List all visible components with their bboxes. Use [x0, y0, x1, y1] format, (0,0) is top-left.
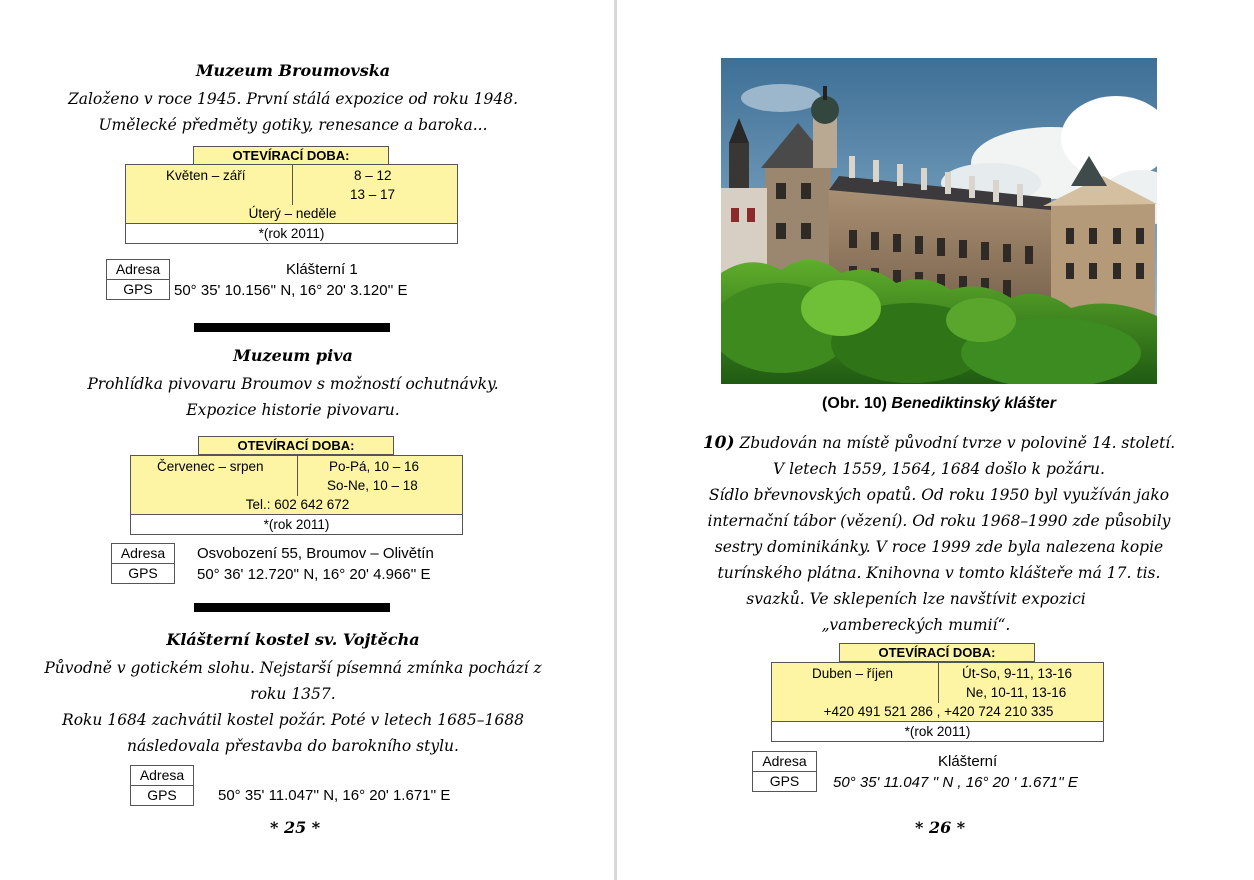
opening-hours-time-1: Po-Pá, 10 – 16: [329, 459, 420, 474]
gps-label: GPS: [753, 771, 816, 791]
address-value: Osvobození 55, Broumov – Olivětín: [197, 545, 434, 562]
monastery-text-line-4: internační tábor (vězení). Od roku 1968–1990 zde působily: [707, 512, 1171, 530]
address-labels: [130, 765, 194, 806]
opening-hours-days: Úterý – neděle: [248, 206, 337, 221]
year-note: *(rok 2011): [125, 224, 458, 244]
opening-hours-time-2: 13 – 17: [350, 187, 396, 202]
muzeum-piva-text-line-1: Prohlídka pivovaru Broumov s možností ochutnávky.: [87, 375, 499, 393]
opening-hours-table: [771, 662, 1104, 722]
address-labels: [752, 751, 817, 792]
opening-hours-table: [125, 164, 458, 224]
year-note: *(rok 2011): [130, 515, 463, 535]
monastery-text-line-5: sestry dominikánky. V roce 1999 zde byla nalezena kopie: [714, 538, 1164, 556]
caption-prefix: (Obr. 10): [822, 395, 887, 412]
monastery-text-line-3: Sídlo břevnovských opatů. Od roku 1950 byl využíván jako: [708, 486, 1170, 504]
church-text-line-3: Roku 1684 zachvátil kostel požár. Poté v letech 1685–1688: [62, 711, 524, 729]
opening-hours-time-1: Út-So, 9-11, 13-16: [962, 666, 1073, 681]
monastery-photo: [721, 58, 1157, 384]
museum-broumovska-text-line-2: Umělecké předměty gotiky, renesance a baroka...: [98, 116, 488, 134]
page-number: * 25 *: [270, 818, 321, 837]
monastery-text-line-2: V letech 1559, 1564, 1684 došlo k požáru.: [773, 460, 1105, 478]
gps-value: 50° 35' 10.156'' N, 16° 20' 3.120'' E: [174, 282, 408, 299]
opening-hours-label: OTEVÍRACÍ DOBA:: [198, 436, 394, 455]
section-separator: [194, 323, 390, 332]
museum-broumovska-title: Muzeum Broumovska: [195, 61, 391, 80]
muzeum-piva-text-line-2: Expozice historie pivovaru.: [186, 401, 400, 419]
opening-hours-season: Květen – září: [166, 168, 246, 183]
caption-title: Benediktinský klášter: [891, 395, 1056, 412]
monastery-text-line-1: [617, 430, 1254, 456]
muzeum-piva-title: Muzeum piva: [233, 346, 353, 365]
church-text-line-4: následovala přestavba do barokního stylu.: [127, 737, 459, 755]
gps-value: 50° 36' 12.720'' N, 16° 20' 4.966'' E: [197, 566, 431, 583]
opening-hours-time-2: So-Ne, 10 – 18: [327, 478, 418, 493]
address-label: Adresa: [115, 261, 161, 277]
opening-hours-season: Duben – říjen: [812, 666, 894, 681]
left-page: [0, 0, 614, 880]
gps-value: 50° 35' 11.047'' N, 16° 20' 1.671'' E: [218, 787, 451, 804]
gps-label: GPS: [112, 563, 174, 583]
gps-label: GPS: [131, 785, 193, 805]
opening-hours-table: [130, 455, 463, 515]
opening-hours-season: Červenec – srpen: [157, 459, 264, 474]
page-number: * 26 *: [915, 818, 966, 837]
address-label: Adresa: [762, 753, 807, 769]
address-value: Klášterní 1: [286, 261, 358, 278]
monastery-text-1: Zbudován na místě původní tvrze v polovině 14. století.: [739, 434, 1176, 452]
church-text-line-2: roku 1357.: [250, 685, 336, 703]
opening-hours-time-1: 8 – 12: [354, 168, 392, 183]
item-number: 10): [702, 433, 735, 453]
address-labels: [106, 259, 170, 300]
monastery-text-line-7: svazků. Ve sklepeních lze navštívit expozici: [746, 590, 1086, 608]
address-labels: [111, 543, 175, 584]
address-label: Adresa: [120, 545, 166, 561]
church-title: Klášterní kostel sv. Vojtěcha: [166, 630, 420, 649]
museum-broumovska-text-line-1: Založeno v roce 1945. První stálá expozice od roku 1948.: [67, 90, 519, 108]
monastery-text-line-6: turínského plátna. Knihovna v tomto klášteře má 17. tis.: [717, 564, 1161, 582]
photo-caption: [617, 395, 1254, 413]
address-label: Adresa: [139, 767, 185, 783]
opening-hours-label: OTEVÍRACÍ DOBA:: [193, 146, 389, 165]
address-value: Klášterní: [938, 753, 998, 770]
section-separator: [194, 603, 390, 612]
year-note: *(rok 2011): [771, 722, 1104, 742]
church-text-line-1: Původně v gotickém slohu. Nejstarší písemná zmínka pochází z: [44, 659, 542, 677]
gps-label: GPS: [107, 279, 169, 299]
monastery-text-line-8: „vambereckých mumií“.: [821, 616, 1011, 634]
opening-hours-label: OTEVÍRACÍ DOBA:: [839, 643, 1035, 662]
opening-hours-time-2: Ne, 10-11, 13-16: [966, 685, 1067, 700]
gps-value: 50° 35' 11.047 '' N , 16° 20 ' 1.671'' E: [833, 774, 1078, 791]
opening-hours-phone: +420 491 521 286 , +420 724 210 335: [823, 704, 1054, 719]
right-page: [617, 0, 1254, 880]
opening-hours-phone: Tel.: 602 642 672: [245, 497, 350, 512]
